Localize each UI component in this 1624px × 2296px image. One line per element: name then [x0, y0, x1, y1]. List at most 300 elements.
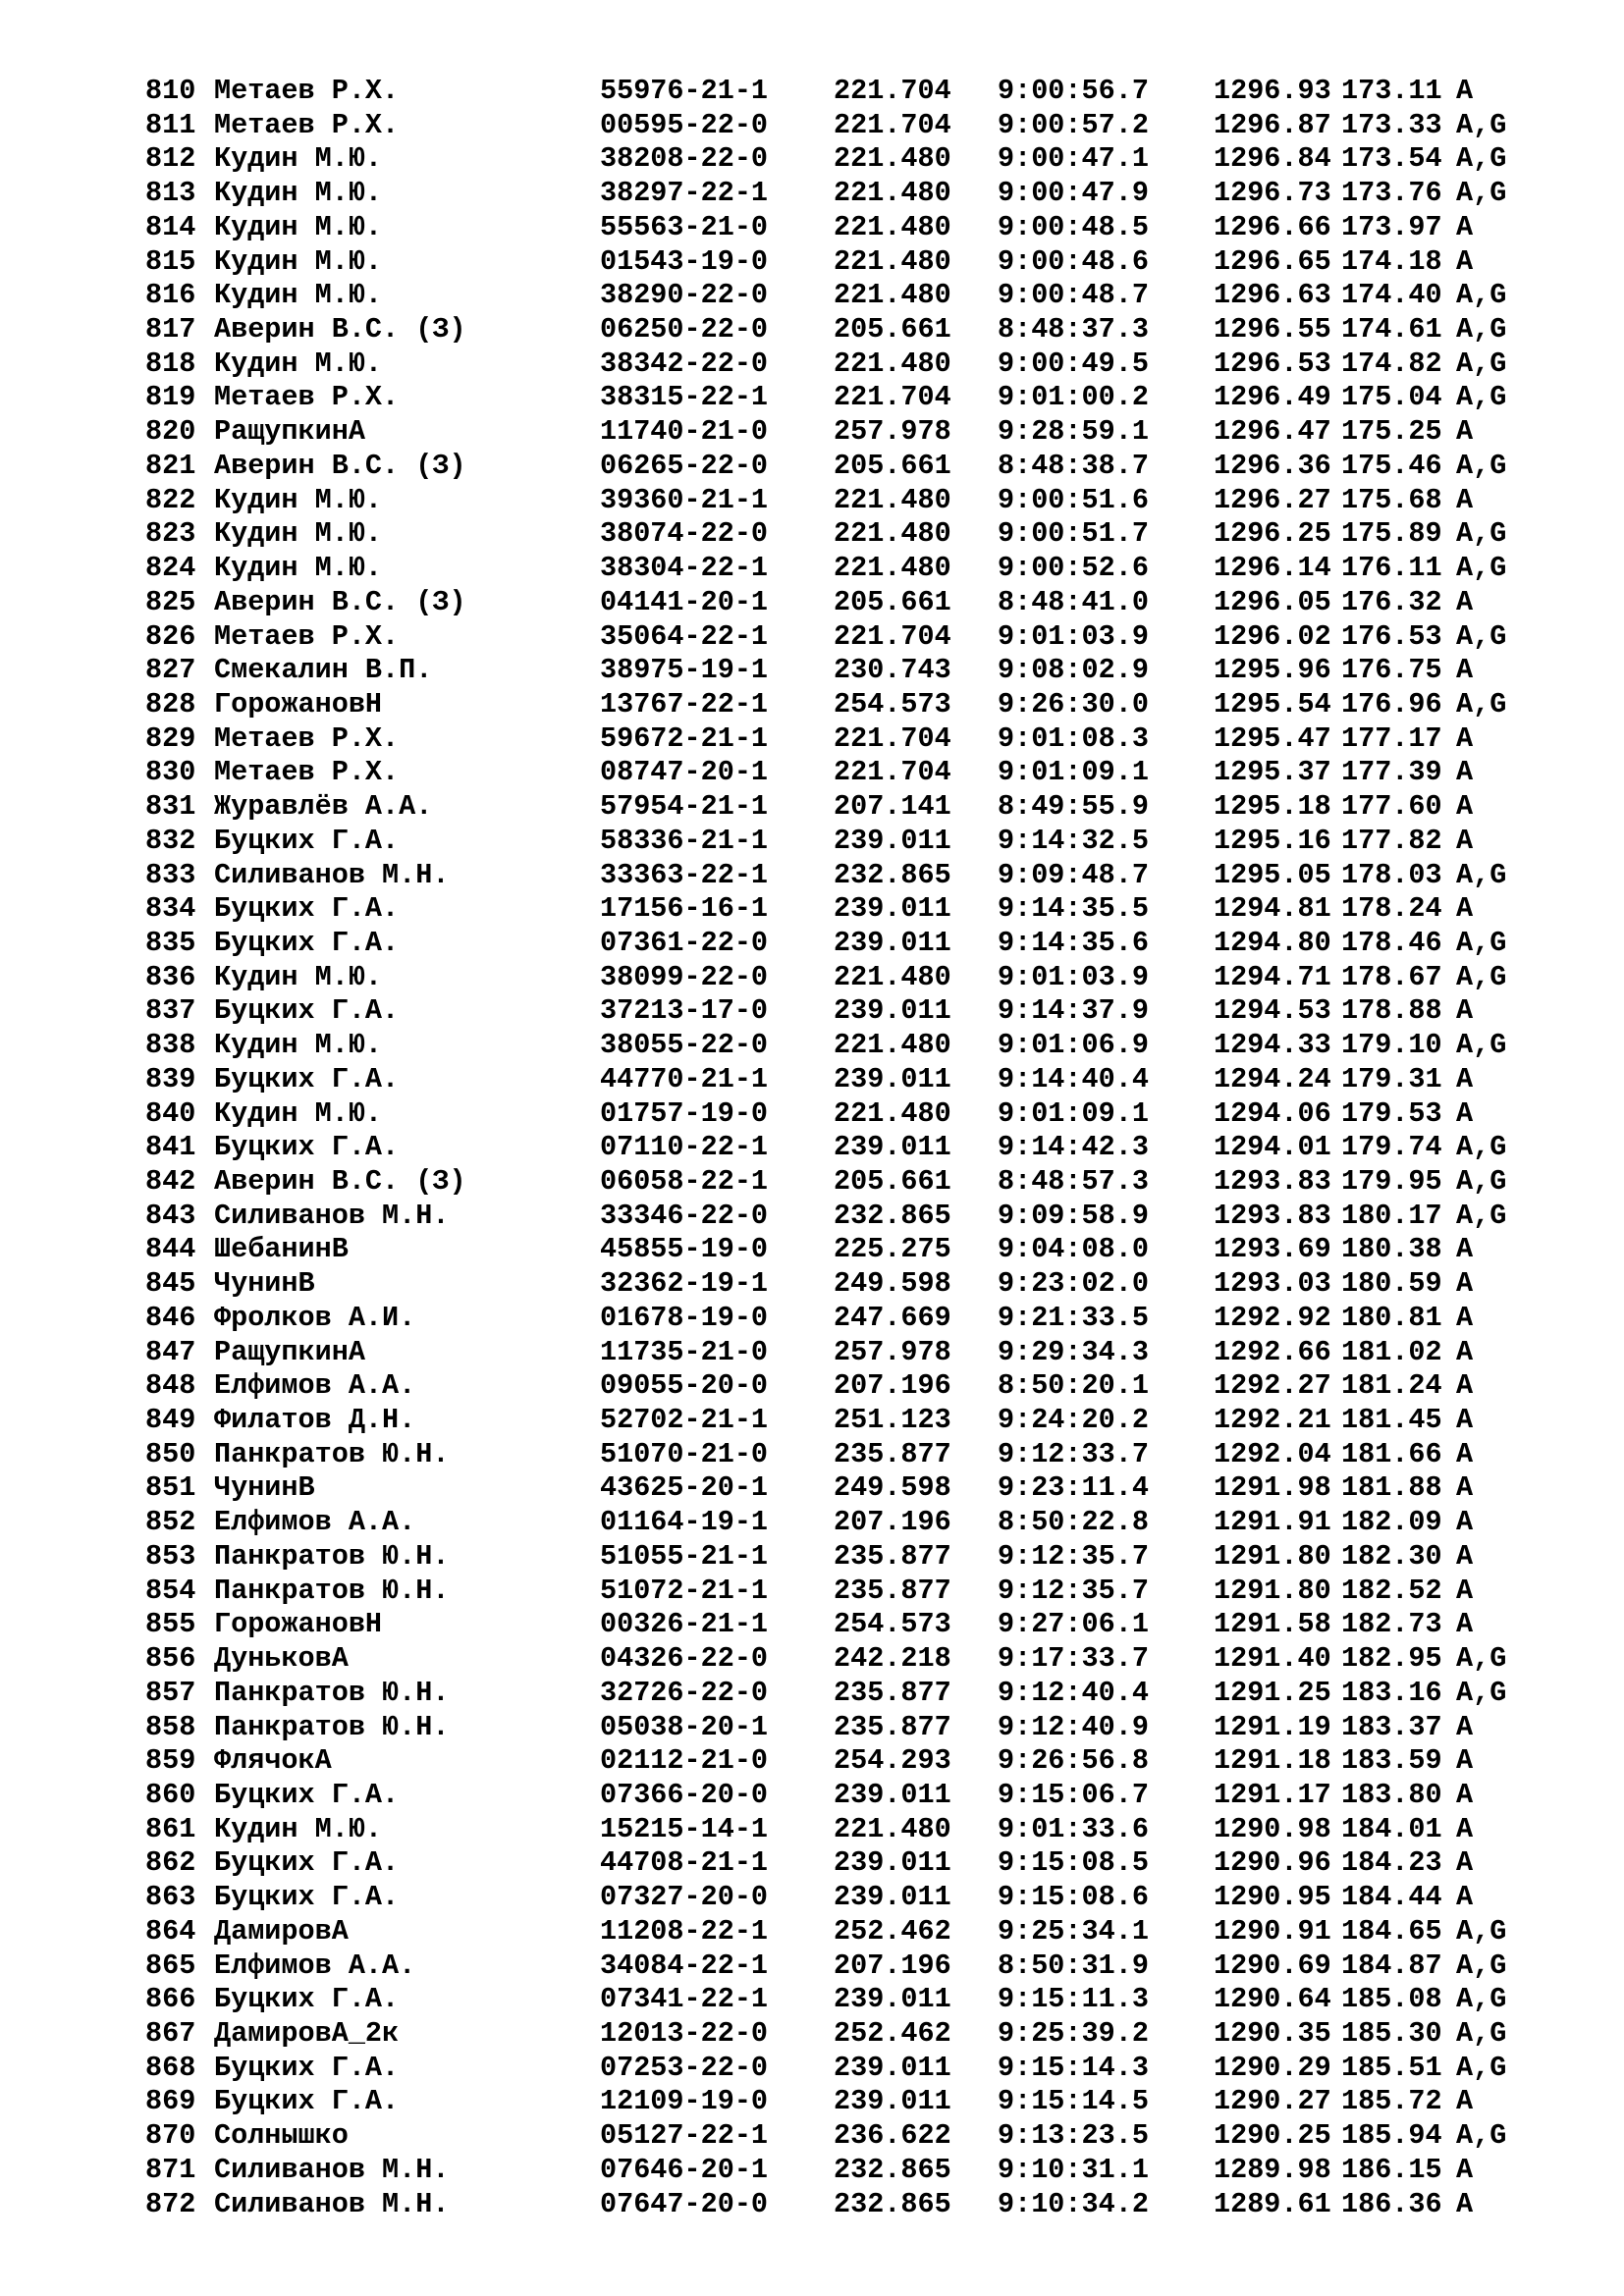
row-number: 843: [145, 1199, 196, 1232]
fancier-name: Буцких Г.А.: [214, 892, 400, 926]
ring-id: 32726-22-0: [600, 1676, 769, 1709]
row-number: 834: [145, 892, 196, 926]
distance: 221.704: [834, 721, 951, 755]
speed: 1290.35: [1214, 2016, 1331, 2050]
arrival-time: 9:01:06.9: [998, 1029, 1149, 1062]
ring-id: 01543-19-0: [600, 244, 769, 278]
result-row: [145, 1063, 1520, 1097]
ring-id: 44708-21-1: [600, 1846, 769, 1880]
result-row: [145, 586, 1520, 620]
flags: A: [1456, 790, 1474, 824]
speed: 1296.73: [1214, 177, 1331, 210]
flags: A,G: [1456, 1165, 1507, 1198]
ring-id: 07253-22-0: [600, 2051, 769, 2084]
speed: 1290.29: [1214, 2051, 1331, 2084]
ring-id: 07647-20-0: [600, 2187, 769, 2220]
flags: A: [1456, 75, 1474, 107]
flags: A: [1456, 756, 1474, 789]
speed: 1290.95: [1214, 1881, 1331, 1914]
row-number: 839: [145, 1062, 196, 1095]
flags: A,G: [1456, 142, 1507, 176]
speed: 1291.19: [1214, 1710, 1331, 1743]
points: 185.51: [1341, 2051, 1442, 2084]
result-row: [145, 1165, 1520, 1200]
row-number: 814: [145, 210, 196, 243]
distance: 225.275: [834, 1233, 951, 1266]
fancier-name: ШебанинВ: [214, 1233, 349, 1266]
result-row: [145, 1131, 1520, 1165]
ring-id: 07366-20-0: [600, 1778, 769, 1811]
arrival-time: 9:27:06.1: [998, 1608, 1149, 1641]
distance: 221.480: [834, 142, 951, 176]
row-number: 862: [145, 1846, 196, 1880]
row-number: 815: [145, 244, 196, 278]
flags: A,G: [1456, 108, 1507, 141]
row-number: 820: [145, 415, 196, 449]
fancier-name: Силиванов М.Н.: [214, 2153, 450, 2186]
speed: 1295.16: [1214, 824, 1331, 857]
distance: 239.011: [834, 2051, 951, 2084]
result-row: [145, 1267, 1520, 1302]
result-row: [145, 1200, 1520, 1234]
distance: 239.011: [834, 1881, 951, 1914]
arrival-time: 9:10:34.2: [998, 2187, 1149, 2220]
result-row: [145, 347, 1520, 382]
arrival-time: 9:12:40.9: [998, 1710, 1149, 1743]
ring-id: 39360-21-1: [600, 483, 769, 516]
flags: A: [1456, 654, 1474, 687]
ring-id: 12013-22-0: [600, 2016, 769, 2050]
ring-id: 17156-16-1: [600, 892, 769, 926]
flags: A: [1456, 1506, 1474, 1539]
ring-id: 05127-22-1: [600, 2119, 769, 2153]
fancier-name: Метаев Р.Х.: [214, 381, 400, 414]
distance: 232.865: [834, 2153, 951, 2186]
ring-id: 04141-20-1: [600, 585, 769, 618]
fancier-name: Кудин М.Ю.: [214, 552, 383, 585]
ring-id: 55563-21-0: [600, 210, 769, 243]
arrival-time: 9:04:08.0: [998, 1233, 1149, 1266]
speed: 1296.55: [1214, 313, 1331, 347]
result-row: [145, 517, 1520, 552]
result-row: [145, 1881, 1520, 1915]
arrival-time: 9:17:33.7: [998, 1642, 1149, 1676]
result-row: [145, 2085, 1520, 2119]
fancier-name: Аверин В.С. (З): [214, 585, 466, 618]
speed: 1294.80: [1214, 926, 1331, 959]
ring-id: 04326-22-0: [600, 1642, 769, 1676]
fancier-name: Буцких Г.А.: [214, 1881, 400, 1914]
flags: A,G: [1456, 1199, 1507, 1232]
fancier-name: Елфимов А.А.: [214, 1369, 416, 1403]
ring-id: 43625-20-1: [600, 1471, 769, 1505]
points: 182.30: [1341, 1539, 1442, 1573]
flags: A,G: [1456, 1642, 1507, 1676]
row-number: 832: [145, 824, 196, 857]
distance: 254.573: [834, 1608, 951, 1641]
points: 184.87: [1341, 1949, 1442, 1982]
flags: A: [1456, 824, 1474, 857]
points: 184.23: [1341, 1846, 1442, 1880]
row-number: 810: [145, 75, 196, 107]
row-number: 854: [145, 1574, 196, 1607]
ring-id: 02112-21-0: [600, 1744, 769, 1778]
speed: 1295.05: [1214, 858, 1331, 891]
result-row: [145, 2017, 1520, 2052]
ring-id: 45855-19-0: [600, 1233, 769, 1266]
points: 185.08: [1341, 1983, 1442, 2016]
distance: 230.743: [834, 654, 951, 687]
speed: 1289.61: [1214, 2187, 1331, 2220]
fancier-name: Кудин М.Ю.: [214, 483, 383, 516]
row-number: 836: [145, 960, 196, 993]
flags: A,G: [1456, 1949, 1507, 1982]
result-row: [145, 722, 1520, 757]
points: 178.46: [1341, 926, 1442, 959]
flags: A,G: [1456, 687, 1507, 721]
distance: 242.218: [834, 1642, 951, 1676]
row-number: 819: [145, 381, 196, 414]
row-number: 859: [145, 1744, 196, 1778]
fancier-name: Солнышко: [214, 2119, 349, 2153]
speed: 1290.98: [1214, 1812, 1331, 1845]
distance: 221.480: [834, 244, 951, 278]
fancier-name: Метаев Р.Х.: [214, 721, 400, 755]
ring-id: 51072-21-1: [600, 1574, 769, 1607]
row-number: 824: [145, 552, 196, 585]
flags: A: [1456, 1812, 1474, 1845]
points: 176.96: [1341, 687, 1442, 721]
ring-id: 38055-22-0: [600, 1029, 769, 1062]
distance: 232.865: [834, 1199, 951, 1232]
flags: A: [1456, 1062, 1474, 1095]
arrival-time: 9:01:33.6: [998, 1812, 1149, 1845]
ring-id: 51070-21-0: [600, 1437, 769, 1470]
fancier-name: Кудин М.Ю.: [214, 517, 383, 551]
result-row: [145, 177, 1520, 211]
arrival-time: 9:14:42.3: [998, 1131, 1149, 1164]
row-number: 816: [145, 279, 196, 312]
points: 173.97: [1341, 210, 1442, 243]
distance: 221.480: [834, 279, 951, 312]
points: 181.45: [1341, 1404, 1442, 1437]
fancier-name: ЧунинВ: [214, 1267, 315, 1301]
result-row: [145, 2154, 1520, 2188]
fancier-name: Кудин М.Ю.: [214, 1812, 383, 1845]
fancier-name: Кудин М.Ю.: [214, 347, 383, 380]
flags: A,G: [1456, 313, 1507, 347]
fancier-name: Смекалин В.П.: [214, 654, 433, 687]
result-row: [145, 892, 1520, 927]
flags: A: [1456, 1267, 1474, 1301]
speed: 1296.47: [1214, 415, 1331, 449]
result-row: [145, 1506, 1520, 1540]
distance: 239.011: [834, 926, 951, 959]
ring-id: 15215-14-1: [600, 1812, 769, 1845]
points: 178.03: [1341, 858, 1442, 891]
distance: 235.877: [834, 1437, 951, 1470]
speed: 1295.54: [1214, 687, 1331, 721]
points: 179.95: [1341, 1165, 1442, 1198]
points: 185.72: [1341, 2085, 1442, 2118]
ring-id: 51055-21-1: [600, 1539, 769, 1573]
distance: 207.141: [834, 790, 951, 824]
fancier-name: ДамировА: [214, 1914, 349, 1948]
arrival-time: 8:48:38.7: [998, 449, 1149, 482]
fancier-name: Буцких Г.А.: [214, 1131, 400, 1164]
arrival-time: 9:00:56.7: [998, 75, 1149, 107]
result-row: [145, 1983, 1520, 2017]
row-number: 856: [145, 1642, 196, 1676]
flags: A,G: [1456, 552, 1507, 585]
speed: 1295.47: [1214, 721, 1331, 755]
fancier-name: Буцких Г.А.: [214, 2085, 400, 2118]
arrival-time: 9:23:02.0: [998, 1267, 1149, 1301]
arrival-time: 9:15:08.5: [998, 1846, 1149, 1880]
arrival-time: 9:10:31.1: [998, 2153, 1149, 2186]
ring-id: 35064-22-1: [600, 619, 769, 653]
row-number: 845: [145, 1267, 196, 1301]
arrival-time: 8:49:55.9: [998, 790, 1149, 824]
distance: 252.462: [834, 1914, 951, 1948]
result-row: [145, 1404, 1520, 1438]
arrival-time: 9:23:11.4: [998, 1471, 1149, 1505]
points: 183.16: [1341, 1676, 1442, 1709]
result-row: [145, 450, 1520, 484]
points: 181.24: [1341, 1369, 1442, 1403]
distance: 257.978: [834, 415, 951, 449]
distance: 235.877: [834, 1710, 951, 1743]
row-number: 849: [145, 1404, 196, 1437]
row-number: 830: [145, 756, 196, 789]
arrival-time: 9:00:47.1: [998, 142, 1149, 176]
points: 176.11: [1341, 552, 1442, 585]
distance: 251.123: [834, 1404, 951, 1437]
speed: 1296.36: [1214, 449, 1331, 482]
row-number: 818: [145, 347, 196, 380]
result-row: [145, 381, 1520, 415]
speed: 1290.96: [1214, 1846, 1331, 1880]
flags: A: [1456, 721, 1474, 755]
ring-id: 38099-22-0: [600, 960, 769, 993]
result-row: [145, 654, 1520, 688]
arrival-time: 9:12:35.7: [998, 1539, 1149, 1573]
speed: 1291.40: [1214, 1642, 1331, 1676]
result-row: [145, 2119, 1520, 2154]
row-number: 822: [145, 483, 196, 516]
points: 176.53: [1341, 619, 1442, 653]
flags: A,G: [1456, 2119, 1507, 2153]
points: 173.33: [1341, 108, 1442, 141]
fancier-name: Буцких Г.А.: [214, 1062, 400, 1095]
result-row: [145, 961, 1520, 995]
distance: 221.480: [834, 347, 951, 380]
row-number: 826: [145, 619, 196, 653]
ring-id: 06250-22-0: [600, 313, 769, 347]
flags: A,G: [1456, 1914, 1507, 1948]
arrival-time: 9:25:39.2: [998, 2016, 1149, 2050]
speed: 1290.27: [1214, 2085, 1331, 2118]
result-row: [145, 484, 1520, 518]
speed: 1296.05: [1214, 585, 1331, 618]
speed: 1291.80: [1214, 1539, 1331, 1573]
distance: 239.011: [834, 1131, 951, 1164]
arrival-time: 8:50:31.9: [998, 1949, 1149, 1982]
fancier-name: Кудин М.Ю.: [214, 1029, 383, 1062]
results-list: [145, 75, 1520, 2221]
ring-id: 52702-21-1: [600, 1404, 769, 1437]
row-number: 850: [145, 1437, 196, 1470]
points: 186.15: [1341, 2153, 1442, 2186]
fancier-name: Панкратов Ю.Н.: [214, 1539, 450, 1573]
distance: 207.196: [834, 1506, 951, 1539]
row-number: 864: [145, 1914, 196, 1948]
flags: A,G: [1456, 177, 1507, 210]
result-row: [145, 313, 1520, 347]
result-row: [145, 1915, 1520, 1949]
flags: A: [1456, 1301, 1474, 1334]
result-row: [145, 1846, 1520, 1881]
distance: 221.480: [834, 1096, 951, 1130]
speed: 1296.87: [1214, 108, 1331, 141]
ring-id: 07327-20-0: [600, 1881, 769, 1914]
arrival-time: 9:00:51.6: [998, 483, 1149, 516]
speed: 1291.58: [1214, 1608, 1331, 1641]
row-number: 838: [145, 1029, 196, 1062]
points: 173.76: [1341, 177, 1442, 210]
fancier-name: Кудин М.Ю.: [214, 960, 383, 993]
row-number: 835: [145, 926, 196, 959]
flags: A,G: [1456, 960, 1507, 993]
speed: 1291.25: [1214, 1676, 1331, 1709]
row-number: 837: [145, 994, 196, 1028]
speed: 1294.06: [1214, 1096, 1331, 1130]
ring-id: 11735-21-0: [600, 1335, 769, 1368]
row-number: 846: [145, 1301, 196, 1334]
result-row: [145, 1540, 1520, 1575]
flags: A,G: [1456, 347, 1507, 380]
flags: A: [1456, 585, 1474, 618]
row-number: 857: [145, 1676, 196, 1709]
fancier-name: Кудин М.Ю.: [214, 177, 383, 210]
row-number: 870: [145, 2119, 196, 2153]
ring-id: 01164-19-1: [600, 1506, 769, 1539]
points: 174.40: [1341, 279, 1442, 312]
row-number: 852: [145, 1506, 196, 1539]
ring-id: 33346-22-0: [600, 1199, 769, 1232]
fancier-name: Кудин М.Ю.: [214, 244, 383, 278]
arrival-time: 9:12:33.7: [998, 1437, 1149, 1470]
arrival-time: 8:50:22.8: [998, 1506, 1149, 1539]
fancier-name: Метаев Р.Х.: [214, 108, 400, 141]
points: 180.38: [1341, 1233, 1442, 1266]
fancier-name: Елфимов А.А.: [214, 1506, 416, 1539]
flags: A,G: [1456, 2016, 1507, 2050]
distance: 235.877: [834, 1539, 951, 1573]
arrival-time: 8:48:41.0: [998, 585, 1149, 618]
row-number: 851: [145, 1471, 196, 1505]
arrival-time: 9:01:03.9: [998, 619, 1149, 653]
points: 182.73: [1341, 1608, 1442, 1641]
fancier-name: Силиванов М.Н.: [214, 1199, 450, 1232]
arrival-time: 9:08:02.9: [998, 654, 1149, 687]
arrival-time: 9:01:03.9: [998, 960, 1149, 993]
ring-id: 34084-22-1: [600, 1949, 769, 1982]
flags: A,G: [1456, 517, 1507, 551]
fancier-name: ФлячокА: [214, 1744, 332, 1778]
fancier-name: Метаев Р.Х.: [214, 75, 400, 107]
distance: 221.480: [834, 552, 951, 585]
fancier-name: Кудин М.Ю.: [214, 210, 383, 243]
arrival-time: 9:24:20.2: [998, 1404, 1149, 1437]
ring-id: 44770-21-1: [600, 1062, 769, 1095]
fancier-name: Аверин В.С. (З): [214, 313, 466, 347]
speed: 1296.27: [1214, 483, 1331, 516]
result-row: [145, 825, 1520, 859]
arrival-time: 9:28:59.1: [998, 415, 1149, 449]
ring-id: 38342-22-0: [600, 347, 769, 380]
result-row: [145, 1711, 1520, 1745]
flags: A: [1456, 1881, 1474, 1914]
flags: A: [1456, 1608, 1474, 1641]
ring-id: 01678-19-0: [600, 1301, 769, 1334]
speed: 1293.03: [1214, 1267, 1331, 1301]
result-row: [145, 1438, 1520, 1472]
fancier-name: Журавлёв А.А.: [214, 790, 433, 824]
points: 175.25: [1341, 415, 1442, 449]
row-number: 825: [145, 585, 196, 618]
distance: 205.661: [834, 585, 951, 618]
arrival-time: 9:29:34.3: [998, 1335, 1149, 1368]
row-number: 821: [145, 449, 196, 482]
row-number: 865: [145, 1949, 196, 1982]
ring-id: 57954-21-1: [600, 790, 769, 824]
speed: 1291.98: [1214, 1471, 1331, 1505]
fancier-name: РащупкинА: [214, 415, 365, 449]
flags: A: [1456, 1710, 1474, 1743]
distance: 232.865: [834, 858, 951, 891]
fancier-name: ГорожановН: [214, 687, 383, 721]
fancier-name: Панкратов Ю.Н.: [214, 1710, 450, 1743]
result-row: [145, 1608, 1520, 1642]
ring-id: 38304-22-1: [600, 552, 769, 585]
result-row: [145, 415, 1520, 450]
distance: 205.661: [834, 449, 951, 482]
distance: 239.011: [834, 2085, 951, 2118]
ring-id: 07341-22-1: [600, 1983, 769, 2016]
result-row: [145, 1471, 1520, 1506]
result-row: [145, 1233, 1520, 1267]
speed: 1291.18: [1214, 1744, 1331, 1778]
flags: A: [1456, 1096, 1474, 1130]
ring-id: 55976-21-1: [600, 75, 769, 107]
distance: 207.196: [834, 1949, 951, 1982]
fancier-name: Кудин М.Ю.: [214, 142, 383, 176]
result-row: [145, 245, 1520, 280]
speed: 1294.33: [1214, 1029, 1331, 1062]
points: 183.59: [1341, 1744, 1442, 1778]
result-row: [145, 1369, 1520, 1404]
arrival-time: 9:15:06.7: [998, 1778, 1149, 1811]
distance: 249.598: [834, 1471, 951, 1505]
row-number: 869: [145, 2085, 196, 2118]
distance: 247.669: [834, 1301, 951, 1334]
points: 180.81: [1341, 1301, 1442, 1334]
arrival-time: 9:13:23.5: [998, 2119, 1149, 2153]
speed: 1292.21: [1214, 1404, 1331, 1437]
result-row: [145, 1029, 1520, 1063]
fancier-name: Метаев Р.Х.: [214, 756, 400, 789]
